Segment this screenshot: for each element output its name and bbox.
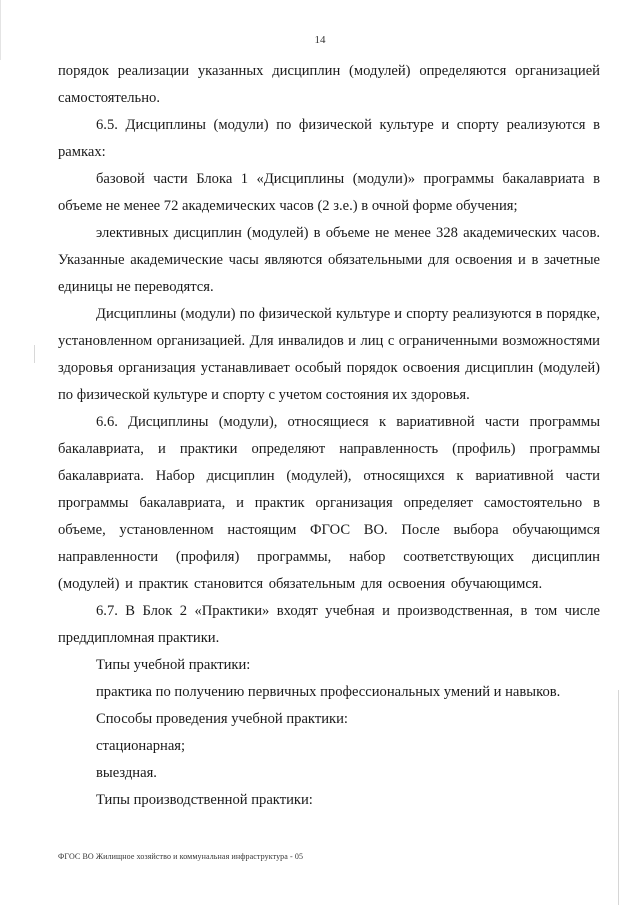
page-number: 14	[314, 34, 326, 46]
scan-margin-mark	[34, 345, 35, 363]
paragraph: Способы проведения учебной практики:	[96, 711, 348, 727]
paragraph: элективных дисциплин (модулей) в объеме не менее 328 академических часов. Указанные академические часы являются обязательными для освоения и в зачетные единицы не переводятся.	[58, 225, 600, 295]
paragraph: базовой части Блока 1 «Дисциплины (модули)» программы бакалавриата в объеме не менее 72 академических часов (2 з.е.) в очной форме обучения;	[58, 171, 600, 214]
list-item: стационарная;	[96, 738, 186, 754]
paragraph: порядок реализации указанных дисциплин (модулей) определяются организацией самостоятельно.	[58, 63, 600, 106]
section-6-5: 6.5. Дисциплины (модули) по физической культуре и спорту реализуются в рамках:	[58, 117, 600, 160]
scan-edge-mark-right	[618, 690, 619, 905]
scan-edge-mark	[0, 0, 1, 60]
list-item: выездная.	[96, 765, 157, 781]
section-6-7: 6.7. В Блок 2 «Практики» входят учебная и производственная, в том числе преддипломная практики.	[58, 603, 600, 646]
paragraph: Типы учебной практики:	[96, 657, 251, 673]
page-footer: ФГОС ВО Жилищное хозяйство и коммунальная инфраструктура - 05	[58, 852, 304, 861]
document-body	[58, 58, 600, 814]
paragraph: Типы производственной практики:	[96, 792, 313, 808]
list-item: практика по получению первичных профессиональных умений и навыков.	[96, 684, 561, 700]
paragraph: Дисциплины (модули) по физической культуре и спорту реализуются в порядке, установленном организацией. Для инвалидов и лиц с ограниченными возможностями здоровья организация устанавливает особый порядок освоения дисциплин (модулей) по физической культуре и спорту с учетом состояния их здоровья.	[58, 306, 600, 403]
section-6-6: 6.6. Дисциплины (модули), относящиеся к вариативной части программы бакалавриата, и практики определяют направленность (профиль) программы бакалавриата. Набор дисциплин (модулей), относящихся к вариативной части программы бакалавриата, и практик организация определяет самостоятельно в объеме, установленном настоящим ФГОС ВО. После выбора обучающимся направленности (профиля) программы, набор соответствующих дисциплин (модулей) и практик становится обязательным для освоения обучающимся.	[58, 414, 600, 592]
